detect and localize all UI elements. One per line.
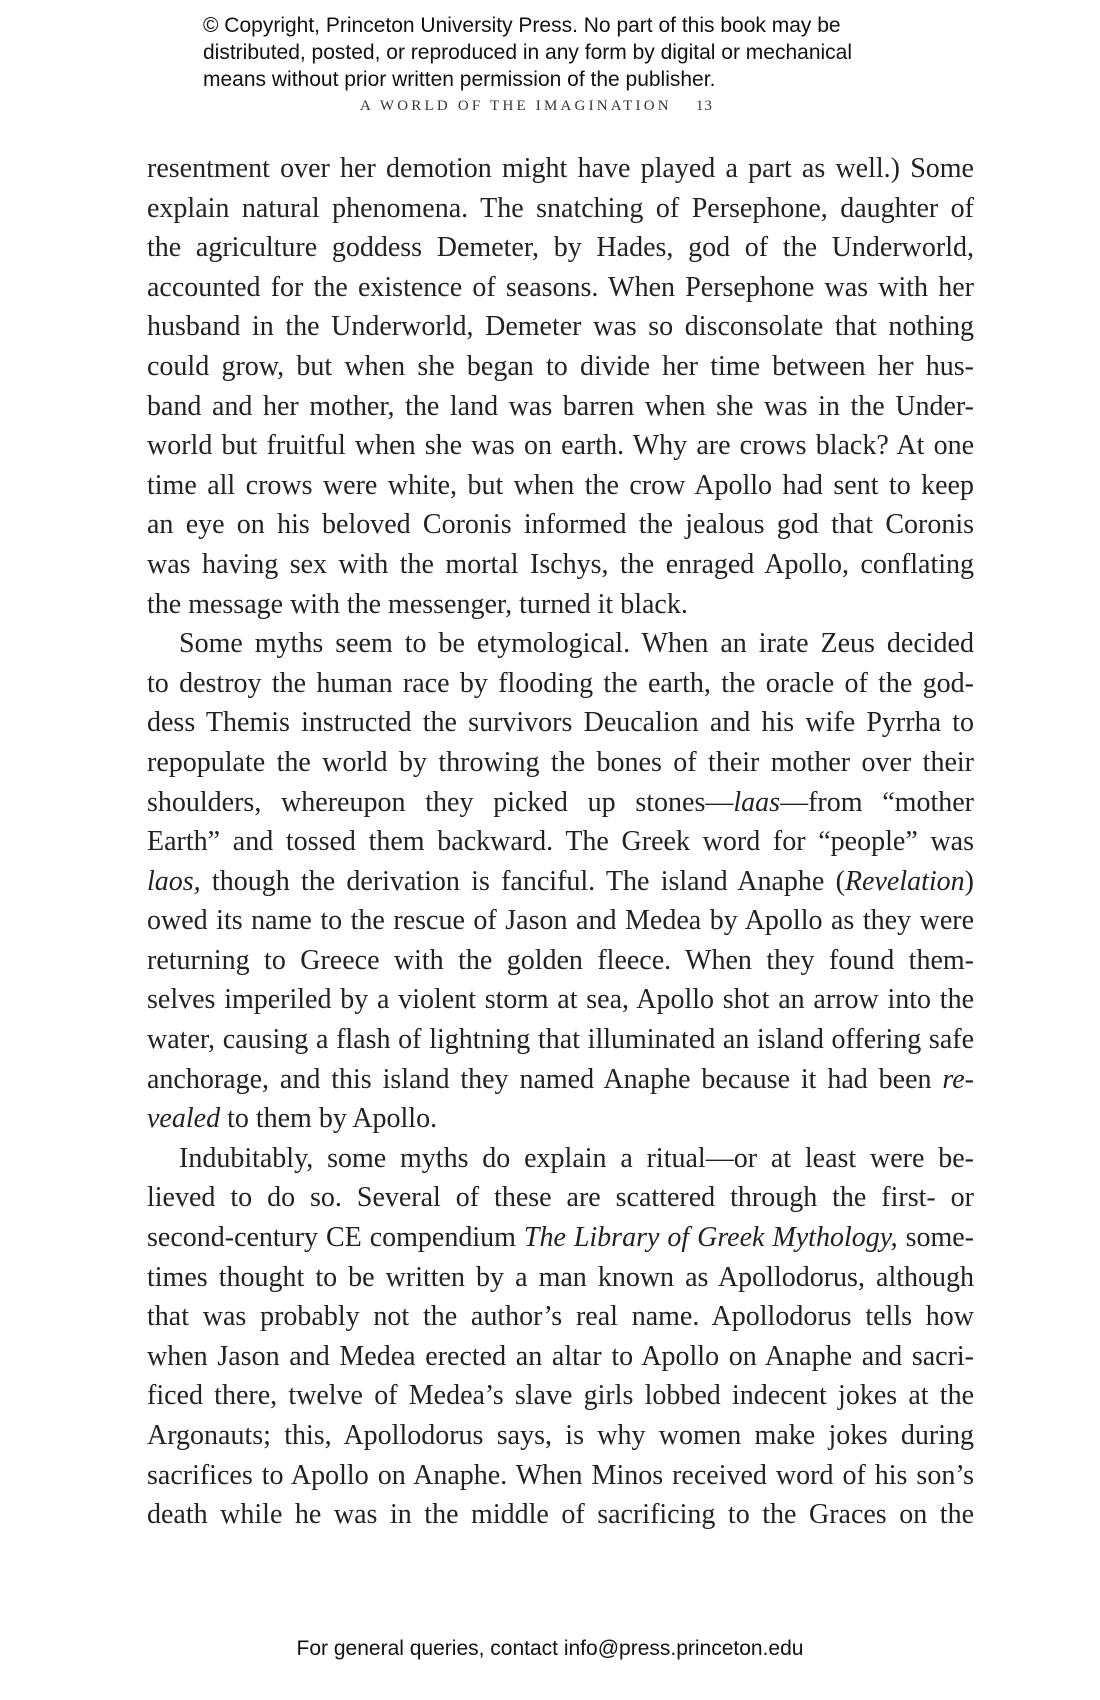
text-line: lieved to do so. Several of these are scattered through the first- or (147, 1182, 974, 1214)
text-line: anchorage, and this island they named Anaphe because it had been re- (147, 1063, 974, 1095)
page-number: 13 (695, 98, 713, 114)
body-text (147, 149, 974, 1535)
text-line: could grow, but when she began to divide her time between her hus- (147, 350, 974, 382)
text-line: shoulders, whereupon they picked up stones—laas—from “mother (147, 786, 974, 818)
text-line: when Jason and Medea erected an altar to Apollo on Anaphe and sacri- (147, 1340, 974, 1372)
text-line: second-century CE compendium The Library of Greek Mythology, some- (147, 1222, 974, 1254)
running-head (360, 98, 713, 115)
book-title: The Library of Greek Mythology, (523, 1222, 898, 1254)
running-head-title: A WORLD OF THE IMAGINATION (360, 98, 672, 114)
text-line: dess Themis instructed the survivors Deucalion and his wife Pyrrha to (147, 707, 974, 739)
text-line: explain natural phenomena. The snatching of Persephone, daughter of (147, 192, 974, 224)
copyright-line: means without prior written permission of the publisher. (203, 68, 716, 91)
italic-word: Revelation (844, 865, 965, 897)
paragraph (147, 624, 974, 1139)
paragraph (147, 1139, 974, 1535)
copyright-line: © Copyright, Princeton University Press. No part of this book may be (203, 14, 841, 37)
text-line: repopulate the world by throwing the bones of their mother over their (147, 746, 974, 778)
italic-word: laas (733, 786, 781, 818)
text-line: that was probably not the author’s real name. Apollodorus tells how (147, 1301, 974, 1333)
paragraph (147, 149, 974, 624)
text-line: band and her mother, the land was barren when she was in the Under- (147, 390, 974, 422)
italic-word: laos, (147, 865, 201, 897)
text-line: water, causing a flash of lightning that illuminated an island offering safe (147, 1024, 974, 1056)
text-line: selves imperiled by a violent storm at sea, Apollo shot an arrow into the (147, 984, 974, 1016)
text-line: sacrifices to Apollo on Anaphe. When Minos received word of his son’s (147, 1459, 974, 1491)
text-line: world but fruitful when she was on earth. Why are crows black? At one (147, 430, 974, 462)
footer-contact: For general queries, contact info@press.princeton.edu (296, 1637, 804, 1660)
italic-word: re- (942, 1063, 974, 1095)
copyright-line: distributed, posted, or reproduced in any form by digital or mechanical (203, 41, 853, 64)
text-line: Some myths seem to be etymological. When an irate Zeus decided (179, 628, 974, 660)
text-line: Indubitably, some myths do explain a ritual—or at least were be- (179, 1142, 974, 1174)
text-line: husband in the Underworld, Demeter was so disconsolate that nothing (147, 311, 974, 343)
text-line: accounted for the existence of seasons. When Persephone was with her (147, 271, 974, 303)
text-line: Earth” and tossed them backward. The Greek word for “people” was (147, 826, 974, 858)
text-line: returning to Greece with the golden fleece. When they found them- (147, 944, 974, 976)
italic-word: vealed (147, 1103, 221, 1135)
text-line: Argonauts; this, Apollodorus says, is why women make jokes during (147, 1420, 974, 1451)
text-line: the message with the messenger, turned it black. (147, 588, 688, 620)
text-line: the agriculture goddess Demeter, by Hades, god of the Underworld, (147, 232, 974, 264)
text-line: times thought to be written by a man known as Apollodorus, although (147, 1261, 974, 1293)
text-line: laos, though the derivation is fanciful. The island Anaphe (Revelation) (147, 865, 974, 897)
text-line: was having sex with the mortal Ischys, the enraged Apollo, conflating (147, 548, 974, 580)
text-line: resentment over her demotion might have played a part as well.) Some (147, 153, 974, 184)
text-line: vealed to them by Apollo. (147, 1103, 438, 1135)
text-line: death while he was in the middle of sacrificing to the Graces on the (147, 1499, 974, 1531)
text-line: owed its name to the rescue of Jason and Medea by Apollo as they were (147, 905, 974, 937)
text-line: to destroy the human race by flooding the earth, the oracle of the god- (147, 667, 974, 699)
text-line: an eye on his beloved Coronis informed the jealous god that Coronis (147, 509, 974, 541)
text-line: ficed there, twelve of Medea’s slave girls lobbed indecent jokes at the (147, 1380, 974, 1412)
text-line: time all crows were white, but when the crow Apollo had sent to keep (147, 469, 974, 501)
copyright-notice (203, 12, 943, 93)
